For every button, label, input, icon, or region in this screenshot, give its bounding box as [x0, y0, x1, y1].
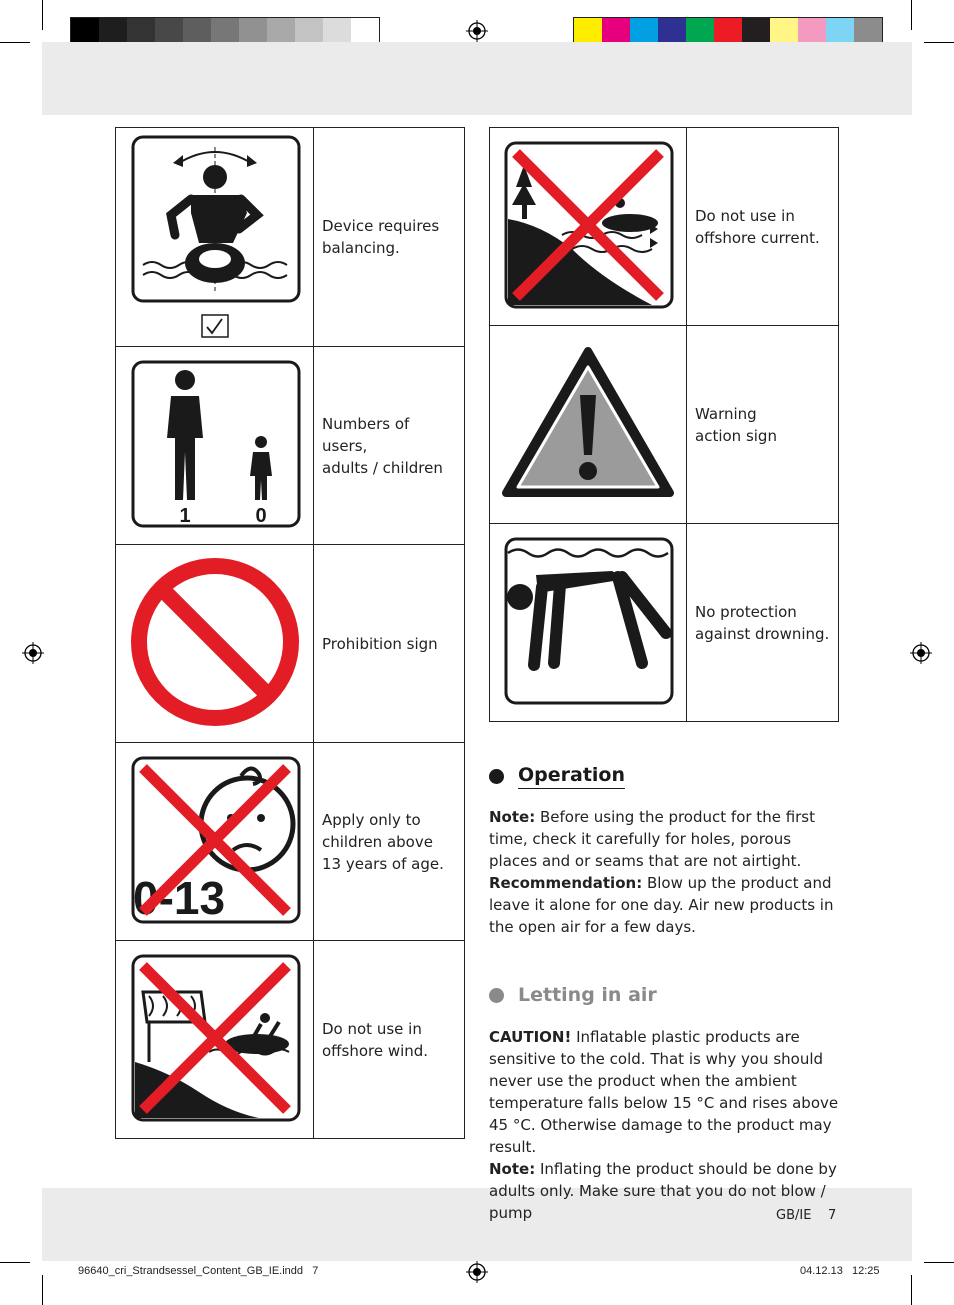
registration-mark-icon [22, 642, 44, 664]
recommendation-text: Blow up the product and leave it alone for one day. Air new products in the open air for a few days. [489, 874, 834, 936]
offshore-current-icon [502, 139, 674, 311]
symbols-table-left [115, 127, 465, 1139]
age-limit-icon [129, 754, 301, 926]
symbol-cell [116, 347, 314, 545]
operation-heading [489, 764, 841, 789]
symbol-label: Numbers of users, adults / children [322, 414, 443, 477]
symbol-cell [116, 545, 314, 743]
letting-in-air-text [489, 1026, 841, 1224]
symbol-description [314, 743, 465, 941]
crop-mark [0, 42, 30, 43]
symbol-description [314, 545, 465, 743]
symbol-label: Do not use in offshore wind. [322, 1019, 429, 1060]
bullet-icon [489, 769, 504, 784]
symbol-label: Warning action sign [695, 404, 777, 445]
symbol-description [314, 128, 465, 347]
letting-in-air-heading [489, 984, 841, 1006]
symbol-cell [490, 326, 687, 524]
symbol-cell [116, 941, 314, 1139]
symbols-table-right [489, 127, 839, 722]
operation-text [489, 806, 841, 938]
crop-mark [42, 0, 43, 30]
note-text: Inflating the product should be done by adults only. Make sure that you do not blow / pump [489, 1160, 837, 1222]
operation-section [489, 764, 841, 938]
note-label: Note: [489, 808, 536, 826]
page-label: GB/IE [776, 1208, 812, 1223]
crop-mark [924, 42, 954, 43]
registration-mark-icon [910, 642, 932, 664]
symbol-description [687, 128, 839, 326]
page-number-value: 7 [827, 1208, 837, 1223]
crop-mark [0, 1262, 30, 1263]
crop-mark [42, 1275, 43, 1305]
warning-icon [500, 345, 676, 501]
crop-mark [924, 1262, 954, 1263]
symbol-description [687, 524, 839, 722]
adults-count: 1 [178, 504, 191, 527]
crop-mark [911, 1275, 912, 1305]
symbol-label: No protection against drowning. [695, 602, 830, 643]
drowning-icon [502, 535, 674, 707]
symbol-description [314, 347, 465, 545]
note-text: Before using the product for the first time, check it carefully for holes, porous places and or seams that are not airtight. [489, 808, 816, 870]
caution-text: Inflatable plastic products are sensitive to the cold. That is why you should never use the product when the ambient temperature falls below 15 °C and rises above 45 °C. Otherwise damage to the product may result. [489, 1028, 839, 1156]
children-count: 0 [254, 504, 267, 527]
registration-mark-icon [466, 20, 488, 42]
bullet-icon [489, 988, 504, 1003]
balance-icon [129, 133, 301, 338]
symbol-label: Do not use in offshore current. [695, 206, 820, 247]
symbol-label: Prohibition sign [322, 634, 438, 653]
note-label: Note: [489, 1160, 536, 1178]
symbol-label: Device requires balancing. [322, 217, 440, 257]
section-title: Operation [518, 764, 625, 789]
offshore-wind-icon [129, 952, 301, 1124]
prohibition-icon [127, 554, 303, 730]
symbol-description [687, 326, 839, 524]
recommendation-label: Recommendation: [489, 874, 643, 892]
symbol-cell [490, 524, 687, 722]
symbol-cell [116, 128, 314, 347]
letting-in-air-section [489, 984, 841, 1224]
registration-mark-icon [466, 1261, 488, 1283]
age-range: 0-13 [132, 871, 225, 924]
symbol-cell [116, 743, 314, 941]
symbol-cell [490, 128, 687, 326]
symbol-description [314, 941, 465, 1139]
crop-mark [911, 0, 912, 30]
header-band [42, 42, 912, 115]
slug-filename: 96640_cri_Strandsessel_Content_GB_IE.indd 7 [78, 1265, 319, 1277]
page-number [776, 1208, 836, 1223]
caution-label: CAUTION! [489, 1028, 572, 1046]
slug-date: 04.12.13 12:25 [800, 1265, 880, 1277]
users-count-icon [129, 358, 301, 530]
symbol-label: Apply only to children above 13 years of age. [322, 810, 444, 873]
section-title: Letting in air [518, 984, 657, 1006]
